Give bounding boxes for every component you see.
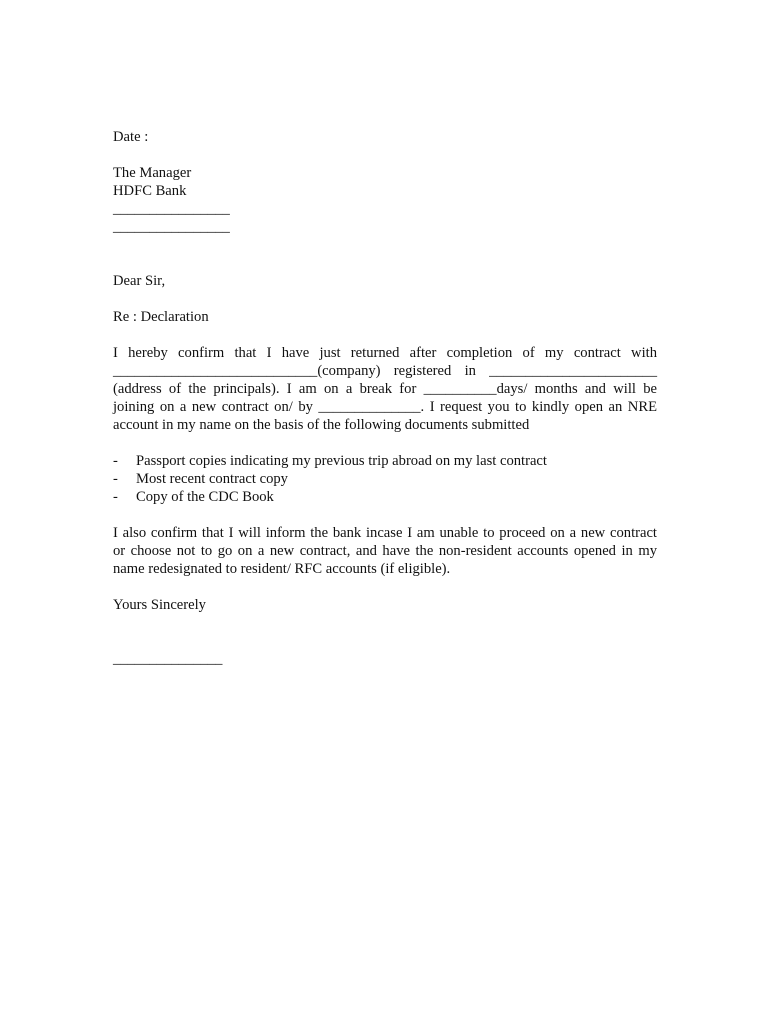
list-dash: - — [113, 471, 118, 487]
documents-list — [113, 452, 657, 506]
address-blank-2: ________________ — [113, 219, 230, 235]
paragraph-line: or choose not to go on a new contract, and have the non-resident accounts opened in my — [113, 543, 657, 559]
address-blank-1: ________________ — [113, 201, 230, 217]
recipient-title: The Manager — [113, 165, 192, 181]
list-item-text: Passport copies indicating my previous trip abroad on my last contract — [136, 453, 547, 469]
list-item — [113, 488, 657, 506]
list-dash: - — [113, 489, 118, 505]
list-item — [113, 452, 657, 470]
paragraph-line: I also confirm that I will inform the bank incase I am unable to proceed on a new contract — [113, 525, 657, 541]
list-item — [113, 470, 657, 488]
subject-line: Re : Declaration — [113, 309, 209, 325]
letter-body — [113, 128, 657, 668]
paragraph-line: (address of the principals). I am on a break for __________days/ months and will be — [113, 381, 657, 397]
date-label: Date : — [113, 129, 149, 145]
list-dash: - — [113, 453, 118, 469]
paragraph-confirmation — [113, 344, 657, 434]
recipient-block — [113, 164, 657, 236]
paragraph-line: name redesignated to resident/ RFC accounts (if eligible). — [113, 561, 451, 577]
paragraph-line: ____________________________(company) registered in _______________________ — [113, 363, 657, 379]
paragraph-line: joining on a new contract on/ by ______________. I request you to kindly open an NRE — [113, 399, 657, 415]
recipient-bank: HDFC Bank — [113, 183, 187, 199]
list-item-text: Most recent contract copy — [136, 471, 288, 487]
salutation: Dear Sir, — [113, 273, 166, 289]
paragraph-undertaking — [113, 524, 657, 578]
signature-line: _______________ — [113, 651, 223, 667]
paragraph-line: account in my name on the basis of the following documents submitted — [113, 417, 530, 433]
closing: Yours Sincerely — [113, 597, 206, 613]
paragraph-line: I hereby confirm that I have just returned after completion of my contract with — [113, 345, 657, 361]
list-item-text: Copy of the CDC Book — [136, 489, 274, 505]
